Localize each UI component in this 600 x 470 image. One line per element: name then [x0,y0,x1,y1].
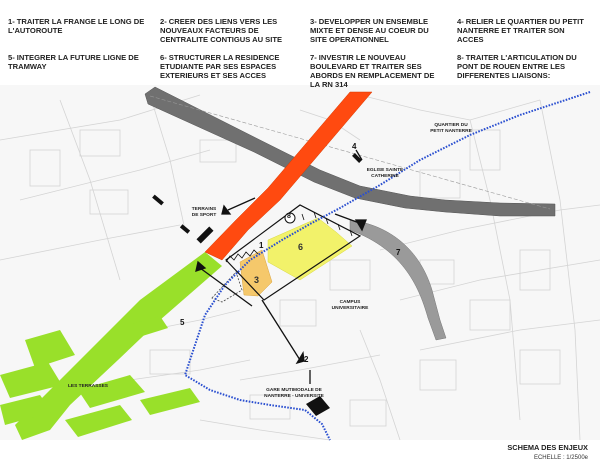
marker-8: 8 [287,213,291,220]
scale-label: ECHELLE : 1/2500e [533,455,588,461]
objective-6: 6- STRUCTURER LA RESIDENCE ETUDIANTE PAR SES ESPACES EXTERIEURS ET SES ACCES [160,53,280,80]
marker-4: 4 [352,142,357,151]
marker-7: 7 [396,248,401,257]
objective-4: 4- RELIER LE QUARTIER DU PETIT NANTERRE ET TRAITER SON ACCES [457,17,584,44]
objective-8: 8- TRAITER L'ARTICULATION DU PONT DE ROUEN ENTRE LES DIFFERENTES LIAISONS: [457,53,577,80]
marker-3: 3 [254,275,260,285]
label-eglise: EGLISE SAINTE CATHERINE [366,168,404,179]
label-terrasses: LES TERRASSES [68,384,108,389]
label-gare: GARE MUTIMODALE DE NANTERRE - UNIVERSITE [264,388,324,399]
objective-3: 3- DEVELOPPER UN ENSEMBLE MIXTE ET DENSE AU COEUR DU SITE OPERATIONNEL [310,17,429,44]
label-campus: CAMPUS UNIVERSITAIRE [331,300,369,311]
objective-2: 2- CREER DES LIENS VERS LES NOUVEAUX FACTEURS DE CENTRALITE CONTIGUS AU SITE [160,17,283,44]
objective-7: 7- INVESTIR LE NOUVEAU BOULEVARD ET TRAITER SES ABORDS EN REMPLACEMENT DE LA RN 314 [310,53,435,89]
objective-1: 1- TRAITER LA FRANGE LE LONG DE L'AUTOROUTE [8,17,145,35]
marker-2: 2 [304,355,309,364]
marker-6: 6 [298,242,304,252]
marker-5: 5 [180,318,185,327]
objective-5: 5- INTEGRER LA FUTURE LIGNE DE TRAMWAY [8,53,139,71]
schema-title: SCHEMA DES ENJEUX [507,443,588,452]
marker-1: 1 [259,241,264,250]
label-terrains: TERRAINS DE SPORT [191,207,217,218]
label-quartier: QUARTIER DU PETIT NANTERRE [430,123,472,134]
